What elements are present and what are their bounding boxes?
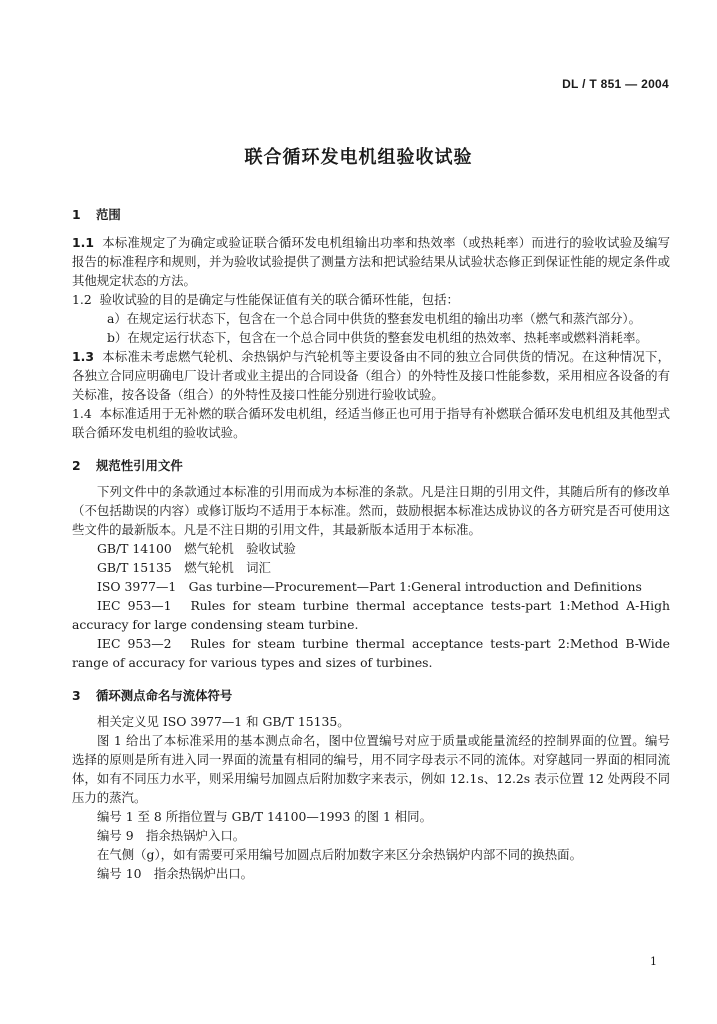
clause-1-4: 1.4 本标准适用于无补燃的联合循环发电机组，经适当修正也可用于指导有补燃联合循环发电机组及其他型式联合循环发电机组的验收试验。 (72, 406, 670, 440)
reference-item: IEC 953—2 Rules for steam turbine thermal acceptance tests-part 2:Method B-Wide range of accuracy for various types and sizes of turbines. (72, 636, 670, 670)
paragraph: 编号 10 指余热锅炉出口。 (97, 866, 254, 881)
normative-references-intro: 下列文件中的条款通过本标准的引用而成为本标准的条款。凡是注日期的引用文件，其随后所有的修改单（不包括勘误的内容）或修订版均不适用于本标准。然而，鼓励根据本标准达成协议的各方研究是否可使用这些文件的最新版本。凡是不注日期的引用文件，其最新版本适用于本标准。 (72, 484, 670, 537)
clause-1-2: 1.2 验收试验的目的是确定与性能保证值有关的联合循环性能，包括： (72, 292, 459, 307)
section-heading-2: 2 规范性引用文件 (72, 458, 183, 473)
clause-1-1: 1.1 本标准规定了为确定或验证联合循环发电机组输出功率和热效率（或热耗率）而进行的验收试验及编写报告的标准程序和规则，并为验收试验提供了测量方法和把试验结果从试验状态修正到保证性能的规定条件或其他规定状态的方法。 (72, 235, 670, 288)
list-item-b: b）在规定运行状态下，包含在一个总合同中供货的整套发电机组的热效率、热耗率或燃料消耗率。 (107, 330, 648, 345)
paragraph: 编号 9 指余热锅炉入口。 (97, 828, 246, 843)
paragraph: 编号 1 至 8 所指位置与 GB/T 14100—1993 的图 1 相同。 (97, 809, 432, 824)
paragraph: 相关定义见 ISO 3977—1 和 GB/T 15135。 (97, 714, 350, 729)
reference-item: GB/T 15135 燃气轮机 词汇 (97, 560, 271, 575)
paragraph: 图 1 给出了本标准采用的基本测点命名，图中位置编号对应于质量或能量流经的控制界面的位置。编号选择的原则是所有进入同一界面的流量有相同的编号，用不同字母表示不同的流体。对穿越同一界面的相同流体，如有不同压力水平，则采用编号加圆点后附加数字来表示，例如 12.1s、12.2s 表示位置 12 处两段不同压力的蒸汽。 (72, 733, 670, 805)
reference-item: IEC 953—1 Rules for steam turbine thermal acceptance tests-part 1:Method A-High accuracy for large condensing steam turbine. (72, 598, 670, 632)
page-number: 1 (650, 955, 657, 968)
reference-item: ISO 3977—1 Gas turbine—Procurement—Part 1:General introduction and Definitions (97, 579, 642, 594)
section-heading-1: 1 范围 (72, 207, 121, 222)
clause-1-3: 1.3 本标准未考虑燃气轮机、余热锅炉与汽轮机等主要设备由不同的独立合同供货的情况。在这种情况下，各独立合同应明确电厂设计者或业主提出的合同设备（组合）的外特性及接口性能参数，采用相应各设备的有关标准，按各设备（组合）的外特性及接口性能分别进行验收试验。 (72, 349, 670, 402)
paragraph: 在气侧（g），如有需要可采用编号加圆点后附加数字来区分余热锅炉内部不同的换热面。 (97, 847, 582, 862)
list-item-a: a）在规定运行状态下，包含在一个总合同中供货的整套发电机组的输出功率（燃气和蒸汽部分）。 (107, 311, 641, 326)
document-body (72, 205, 670, 883)
section-heading-3: 3 循环测点命名与流体符号 (72, 688, 233, 703)
reference-item: GB/T 14100 燃气轮机 验收试验 (97, 541, 296, 556)
document-title: 联合循环发电机组验收试验 (244, 147, 473, 168)
standard-number: DL / T 851 — 2004 (562, 77, 669, 91)
